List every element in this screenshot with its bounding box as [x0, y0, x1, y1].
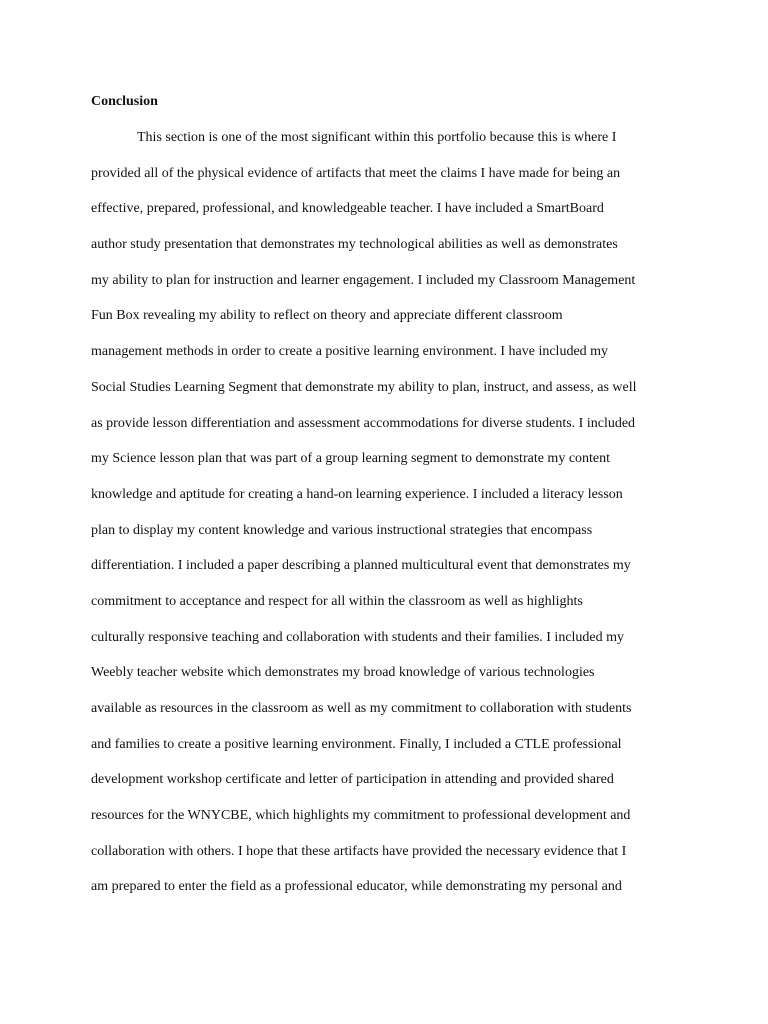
- paragraph-line: collaboration with others. I hope that these artifacts have provided the necessary evidence that I: [91, 844, 627, 859]
- paragraph-line: provided all of the physical evidence of artifacts that meet the claims I have made for being an: [91, 166, 621, 181]
- paragraph-line: development workshop certificate and letter of participation in attending and provided shared: [91, 772, 614, 787]
- paragraph-line: plan to display my content knowledge and various instructional strategies that encompass: [91, 523, 593, 538]
- paragraph-line: my ability to plan for instruction and learner engagement. I included my Classroom Management: [91, 273, 636, 288]
- paragraph-line: Weebly teacher website which demonstrates my broad knowledge of various technologies: [91, 665, 595, 680]
- paragraph-line: effective, prepared, professional, and knowledgeable teacher. I have included a SmartBoard: [91, 201, 604, 216]
- paragraph-line: my Science lesson plan that was part of a group learning segment to demonstrate my content: [91, 451, 611, 466]
- paragraph-line: This section is one of the most significant within this portfolio because this is where I: [137, 130, 617, 145]
- paragraph-line: culturally responsive teaching and collaboration with students and their families. I included my: [91, 630, 625, 645]
- paragraph-line: differentiation. I included a paper describing a planned multicultural event that demonstrates my: [91, 558, 631, 573]
- paragraph-line: as provide lesson differentiation and assessment accommodations for diverse students. I included: [91, 416, 636, 431]
- paragraph-line: Fun Box revealing my ability to reflect on theory and appreciate different classroom: [91, 308, 563, 323]
- paragraph-line: author study presentation that demonstrates my technological abilities as well as demonstrates: [91, 237, 618, 252]
- paragraph-line: knowledge and aptitude for creating a hand-on learning experience. I included a literacy lesson: [91, 487, 623, 502]
- section-heading: Conclusion: [91, 94, 158, 109]
- paragraph-line: Social Studies Learning Segment that demonstrate my ability to plan, instruct, and assess, as well: [91, 380, 637, 395]
- paragraph-line: management methods in order to create a positive learning environment. I have included my: [91, 344, 609, 359]
- paragraph-line: and families to create a positive learning environment. Finally, I included a CTLE professional: [91, 737, 622, 752]
- paragraph-line: am prepared to enter the field as a professional educator, while demonstrating my personal and: [91, 879, 622, 894]
- paragraph-line: resources for the WNYCBE, which highlights my commitment to professional development and: [91, 808, 631, 823]
- paragraph-line: available as resources in the classroom as well as my commitment to collaboration with students: [91, 701, 632, 716]
- paragraph-line: commitment to acceptance and respect for all within the classroom as well as highlights: [91, 594, 583, 609]
